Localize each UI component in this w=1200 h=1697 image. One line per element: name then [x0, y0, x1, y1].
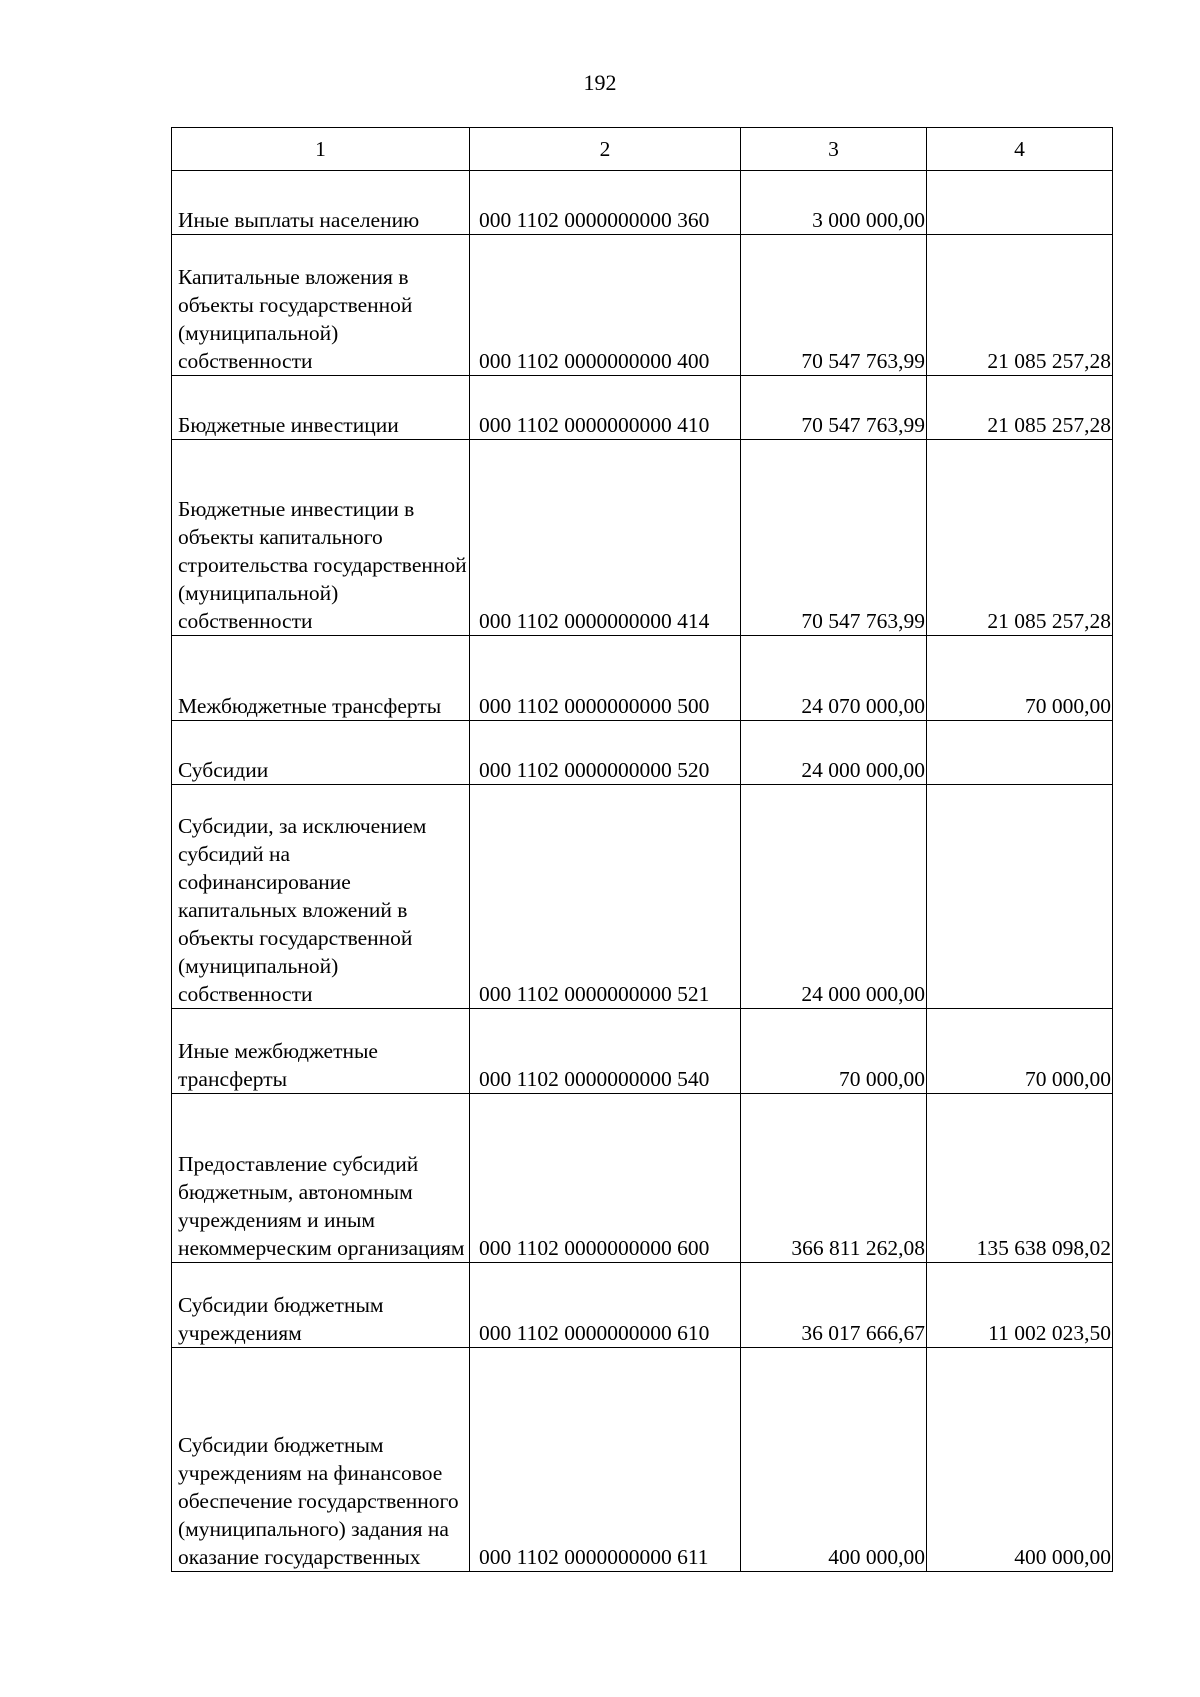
budget-table	[171, 127, 1113, 1572]
row-value-col3: 24 070 000,00	[741, 636, 927, 721]
row-value-col3: 36 017 666,67	[741, 1263, 927, 1348]
row-code: 000 1102 0000000000 410	[470, 376, 741, 440]
row-value-col4: 135 638 098,02	[927, 1094, 1113, 1263]
table-row	[172, 440, 1113, 636]
table-row	[172, 235, 1113, 376]
row-name: Субсидии, за исключением субсидий на софинансирование капитальных вложений в объекты государственной (муниципальной) собственности	[172, 785, 470, 1009]
row-name: Иные межбюджетные трансферты	[172, 1009, 470, 1094]
header-cell: 3	[741, 128, 927, 171]
row-value-col3: 70 547 763,99	[741, 440, 927, 636]
row-name: Бюджетные инвестиции	[172, 376, 470, 440]
table-row	[172, 1094, 1113, 1263]
row-value-col4: 70 000,00	[927, 1009, 1113, 1094]
row-value-col4: 11 002 023,50	[927, 1263, 1113, 1348]
row-value-col3: 70 547 763,99	[741, 376, 927, 440]
row-name: Капитальные вложения в объекты государственной (муниципальной) собственности	[172, 235, 470, 376]
row-value-col3: 400 000,00	[741, 1348, 927, 1572]
row-name: Субсидии бюджетным учреждениям	[172, 1263, 470, 1348]
table-header-row	[172, 128, 1113, 171]
row-value-col3: 24 000 000,00	[741, 721, 927, 785]
row-value-col4: 400 000,00	[927, 1348, 1113, 1572]
row-value-col4	[927, 721, 1113, 785]
row-code: 000 1102 0000000000 521	[470, 785, 741, 1009]
row-value-col3: 24 000 000,00	[741, 785, 927, 1009]
header-cell: 2	[470, 128, 741, 171]
row-value-col4: 21 085 257,28	[927, 440, 1113, 636]
row-code: 000 1102 0000000000 540	[470, 1009, 741, 1094]
row-code: 000 1102 0000000000 520	[470, 721, 741, 785]
row-value-col3: 70 000,00	[741, 1009, 927, 1094]
row-value-col3: 70 547 763,99	[741, 235, 927, 376]
row-code: 000 1102 0000000000 400	[470, 235, 741, 376]
table-row	[172, 1009, 1113, 1094]
row-name: Предоставление субсидий бюджетным, автономным учреждениям и иным некоммерческим организациям	[172, 1094, 470, 1263]
row-code: 000 1102 0000000000 500	[470, 636, 741, 721]
header-cell: 1	[172, 128, 470, 171]
table-row	[172, 785, 1113, 1009]
row-value-col4	[927, 785, 1113, 1009]
row-value-col4: 21 085 257,28	[927, 376, 1113, 440]
row-value-col4: 70 000,00	[927, 636, 1113, 721]
row-value-col4	[927, 171, 1113, 235]
table-row	[172, 636, 1113, 721]
row-value-col4: 21 085 257,28	[927, 235, 1113, 376]
table-row	[172, 1263, 1113, 1348]
row-code: 000 1102 0000000000 414	[470, 440, 741, 636]
row-name: Субсидии бюджетным учреждениям на финансовое обеспечение государственного (муниципального) задания на оказание государственных	[172, 1348, 470, 1572]
row-name: Бюджетные инвестиции в объекты капитального строительства государственной (муниципальной) собственности	[172, 440, 470, 636]
table-row	[172, 171, 1113, 235]
table-row	[172, 1348, 1113, 1572]
row-value-col3: 3 000 000,00	[741, 171, 927, 235]
row-code: 000 1102 0000000000 360	[470, 171, 741, 235]
row-name: Субсидии	[172, 721, 470, 785]
row-name: Иные выплаты населению	[172, 171, 470, 235]
table-row	[172, 721, 1113, 785]
row-code: 000 1102 0000000000 611	[470, 1348, 741, 1572]
row-code: 000 1102 0000000000 610	[470, 1263, 741, 1348]
table-row	[172, 376, 1113, 440]
header-cell: 4	[927, 128, 1113, 171]
row-code: 000 1102 0000000000 600	[470, 1094, 741, 1263]
row-name: Межбюджетные трансферты	[172, 636, 470, 721]
page-number: 192	[583, 70, 617, 95]
row-value-col3: 366 811 262,08	[741, 1094, 927, 1263]
